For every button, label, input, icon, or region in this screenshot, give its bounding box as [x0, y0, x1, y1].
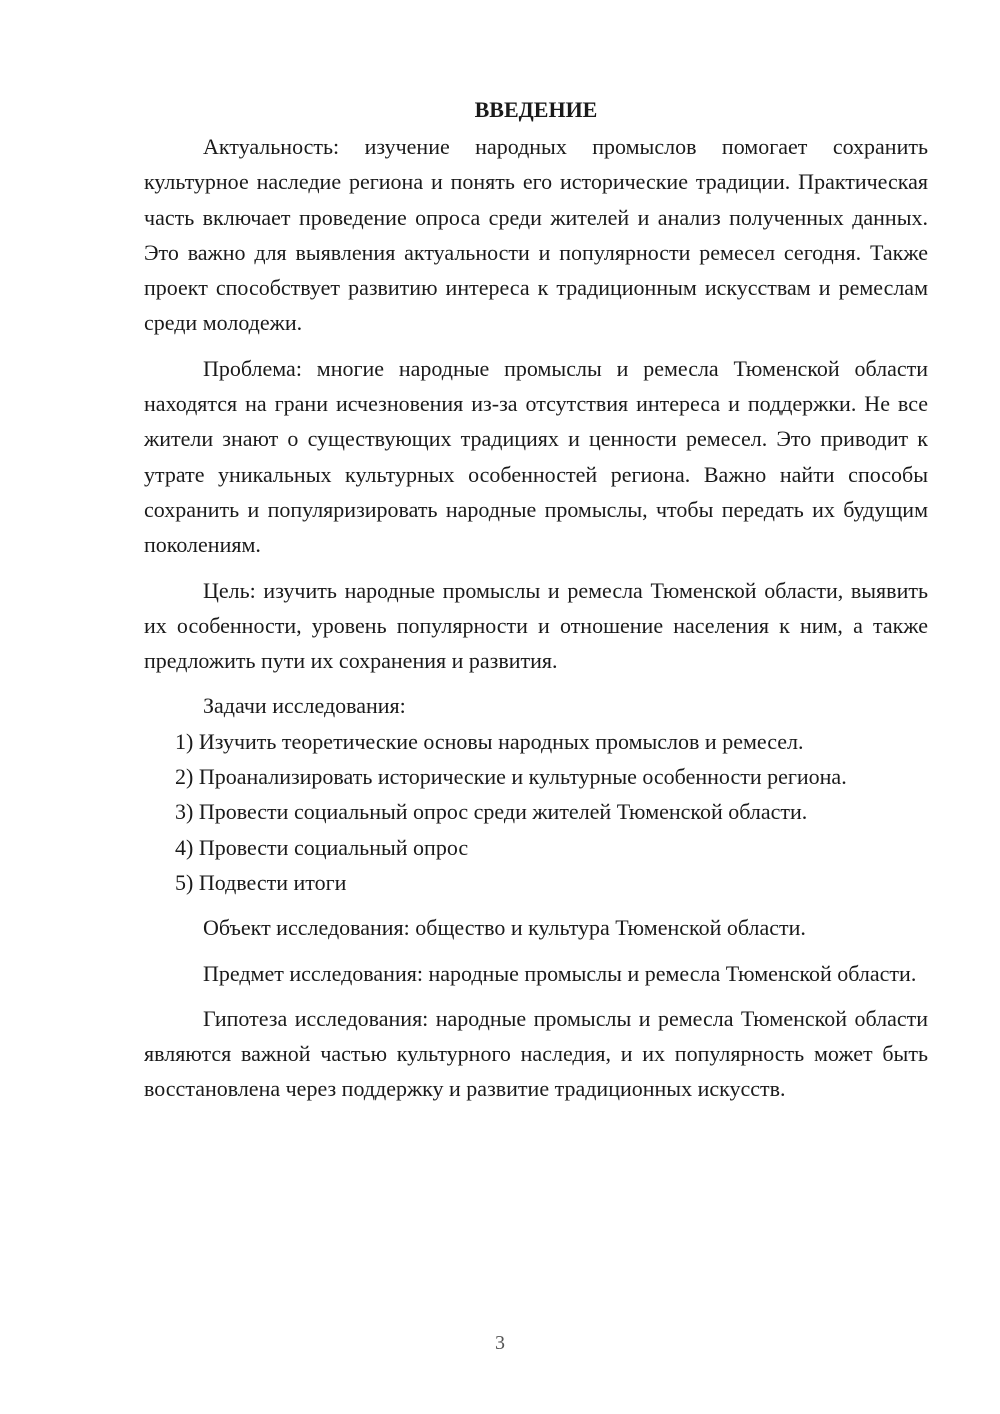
page-number: 3 — [495, 1332, 505, 1354]
paragraph-object: Объект исследования: общество и культура Тюменской области. — [203, 915, 806, 941]
paragraph-hypothesis: Гипотеза исследования: народные промыслы и ремесла Тюменской области являются важной частью культурного наследия, и их популярность может быть восстановлена через поддержку и развитие традиционных искусств. — [144, 1005, 928, 1102]
task-item-2: 2) Проанализировать исторические и культурные особенности региона. — [175, 764, 847, 790]
paragraph-relevance: Актуальность: изучение народных промыслов помогает сохранить культурное наследие региона и понять его исторические традиции. Практическая часть включает проведение опроса среди жителей и анализ полученных данных. Это важно для выявления актуальности и популярности ремесел сегодня. Также проект способствует развитию интереса к традиционным искусствам и ремеслам среди молодежи. — [144, 134, 928, 336]
task-item-4: 4) Провести социальный опрос — [175, 834, 469, 860]
task-item-5: 5) Подвести итоги — [175, 869, 347, 895]
paragraph-problem: Проблема: многие народные промыслы и ремесла Тюменской области находятся на грани исчезновения из-за отсутствия интереса и поддержки. Не все жители знают о существующих традициях и ценности ремесел. Это приводит к утрате уникальных культурных особенностей региона. Важно найти способы сохранить и популяризировать народные промыслы, чтобы передать их будущим поколениям. — [144, 355, 928, 558]
task-item-1: 1) Изучить теоретические основы народных промыслов и ремесел. — [175, 728, 804, 754]
paragraph-goal: Цель: изучить народные промыслы и ремесла Тюменской области, выявить их особенности, уровень популярности и отношение населения к ним, а также предложить пути их сохранения и развития. — [144, 577, 928, 674]
task-item-3: 3) Провести социальный опрос среди жителей Тюменской области. — [175, 799, 808, 825]
document-body — [144, 92, 928, 1107]
page-title: ВВЕДЕНИЕ — [474, 97, 598, 122]
paragraph-subject: Предмет исследования: народные промыслы и ремесла Тюменской области. — [203, 960, 917, 986]
tasks-heading: Задачи исследования: — [203, 693, 406, 719]
